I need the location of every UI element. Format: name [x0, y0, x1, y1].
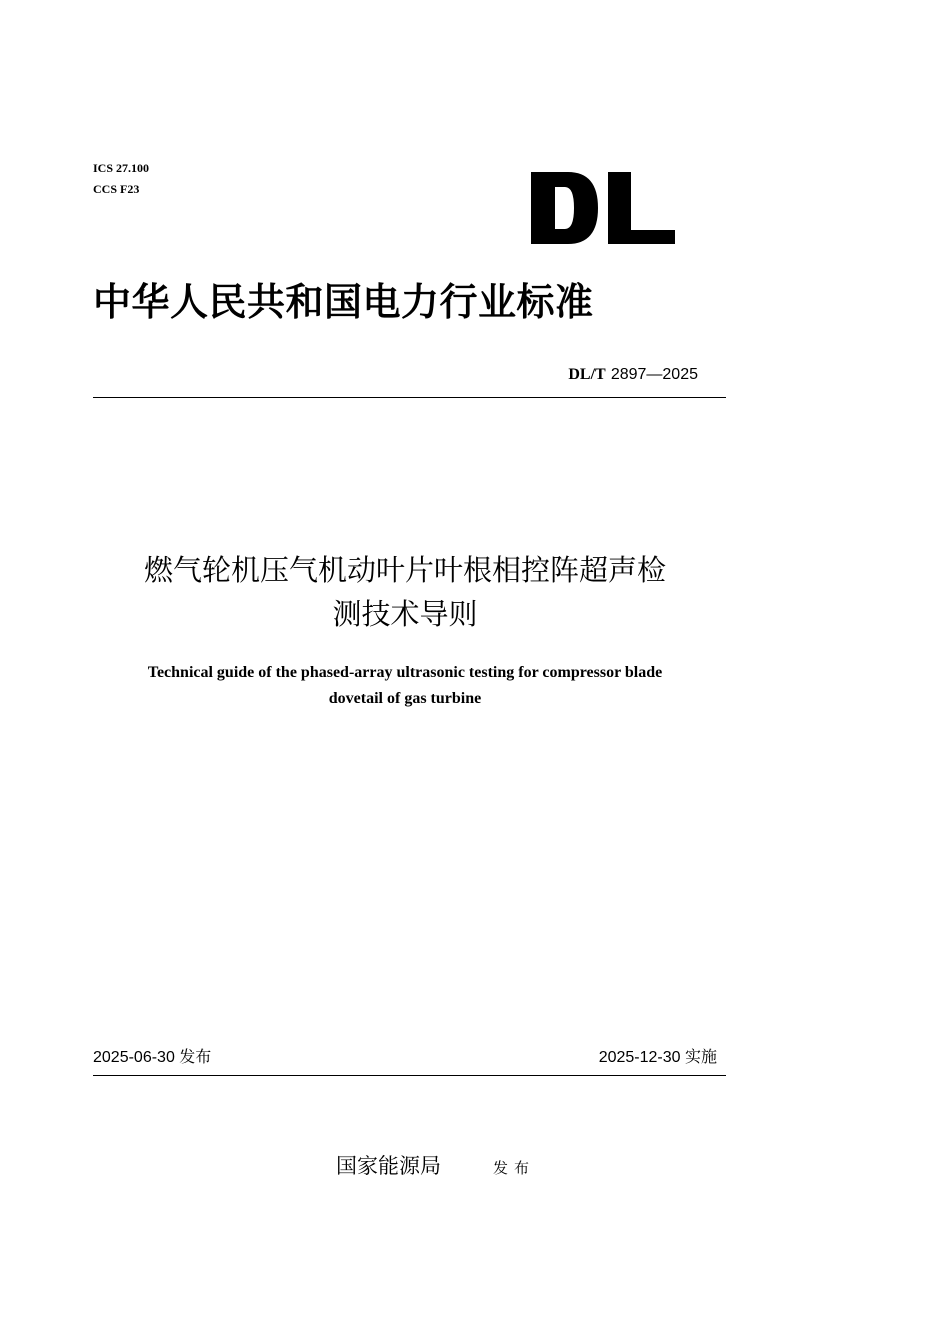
- issue-label: 发布: [493, 1159, 536, 1177]
- document-title-cn: [80, 548, 730, 636]
- classification-codes: [93, 158, 149, 200]
- title-cn-line-2: 测技术导则: [332, 597, 478, 631]
- ics-code: ICS 27.100: [93, 161, 150, 175]
- issuing-authority: 国家能源局: [336, 1154, 441, 1178]
- title-cn-line-1: 燃气轮机压气机动叶片叶根相控阵超声检: [143, 553, 666, 587]
- document-title-en: [80, 660, 730, 712]
- implementation-date: 2025-12-30 实施: [598, 1049, 717, 1066]
- standard-code-number: 2897—2025: [610, 366, 698, 383]
- ccs-code: CCS F23: [93, 182, 140, 196]
- dates-divider: [93, 1075, 726, 1076]
- header-divider: [93, 397, 726, 398]
- title-en-line-1: Technical guide of the phased-array ultrasonic testing for compressor blade: [147, 664, 663, 681]
- dl-logo: [528, 170, 678, 246]
- release-date: 2025-06-30 发布: [93, 1049, 212, 1066]
- standard-category-title: 中华人民共和国电力行业标准: [93, 279, 594, 324]
- title-en-line-2: dovetail of gas turbine: [328, 690, 482, 707]
- standard-code: [568, 364, 698, 385]
- standard-code-prefix: DL/T: [568, 366, 606, 383]
